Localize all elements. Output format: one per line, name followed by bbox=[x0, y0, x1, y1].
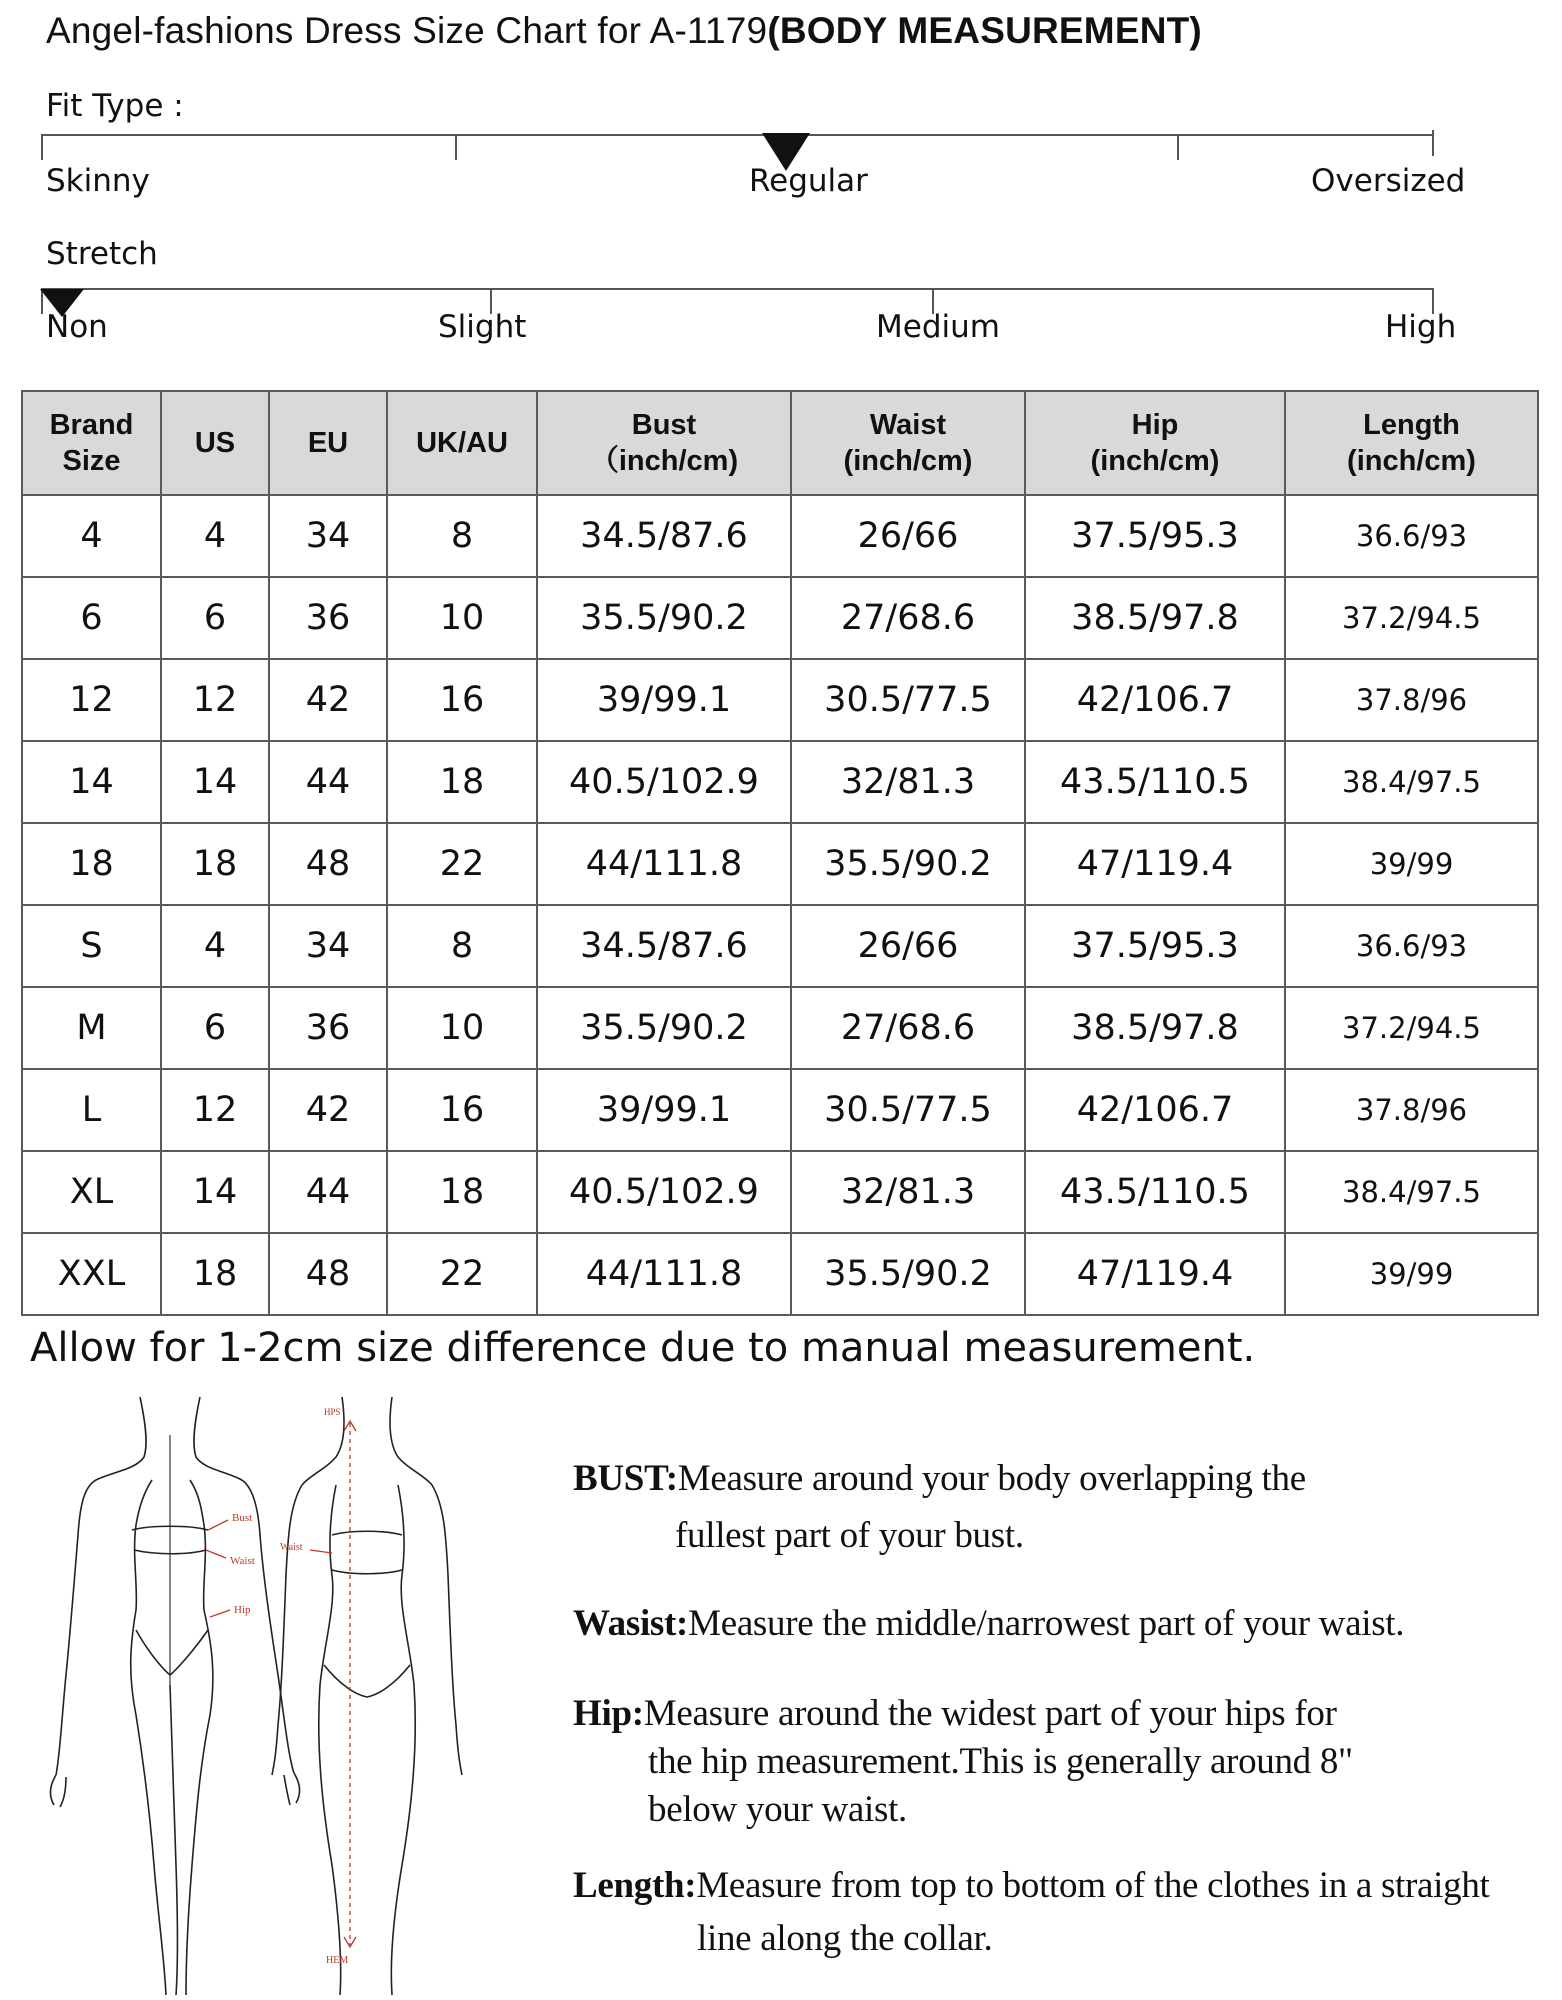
column-header bbox=[161, 391, 269, 495]
size-chart-table bbox=[21, 390, 1539, 1316]
instruction-waist-term: Wasist: bbox=[573, 1603, 689, 1644]
column-header-line: Bust bbox=[631, 409, 697, 441]
table-row bbox=[22, 905, 1538, 987]
measurement-note: Allow for 1-2cm size difference due to manual measurement. bbox=[30, 1325, 1256, 1371]
table-row bbox=[22, 1233, 1538, 1315]
table-cell: 47/119.4 bbox=[1025, 823, 1285, 905]
fit-type-tick bbox=[1432, 130, 1434, 156]
instruction-length bbox=[573, 1862, 1490, 1910]
column-header-line: UK/AU bbox=[416, 427, 508, 459]
instruction-hip-line2: the hip measurement.This is generally around 8" bbox=[648, 1741, 1353, 1782]
column-header bbox=[1285, 391, 1538, 495]
table-cell: 32/81.3 bbox=[791, 1151, 1025, 1233]
table-cell: 37.8/96 bbox=[1285, 1069, 1538, 1151]
table-cell: 36.6/93 bbox=[1285, 495, 1538, 577]
instruction-waist-line1: Measure the middle/narrowest part of your waist. bbox=[688, 1603, 1405, 1644]
column-header-line: Hip bbox=[1131, 409, 1179, 441]
column-header-line: (inch/cm) bbox=[1347, 445, 1476, 477]
body-measurement-diagram bbox=[40, 1385, 560, 2000]
instruction-hip-term: Hip: bbox=[573, 1693, 644, 1734]
table-cell: 16 bbox=[387, 659, 537, 741]
table-cell: 35.5/90.2 bbox=[791, 823, 1025, 905]
fit-type-tick bbox=[455, 134, 457, 160]
table-cell: 34 bbox=[269, 905, 387, 987]
table-row bbox=[22, 823, 1538, 905]
diagram-label-hip: Hip bbox=[234, 1604, 251, 1616]
stretch-option-medium: Medium bbox=[876, 309, 1000, 345]
column-header bbox=[537, 391, 791, 495]
fit-type-tick bbox=[41, 134, 43, 160]
table-cell: 43.5/110.5 bbox=[1025, 741, 1285, 823]
column-header-line: Brand bbox=[49, 409, 134, 441]
table-cell: 44 bbox=[269, 741, 387, 823]
table-cell: 14 bbox=[22, 741, 161, 823]
table-row bbox=[22, 659, 1538, 741]
table-cell: 8 bbox=[387, 905, 537, 987]
table-cell: XXL bbox=[22, 1233, 161, 1315]
table-cell: 37.8/96 bbox=[1285, 659, 1538, 741]
table-cell: 42/106.7 bbox=[1025, 1069, 1285, 1151]
table-cell: 36.6/93 bbox=[1285, 905, 1538, 987]
table-body bbox=[22, 495, 1538, 1315]
instruction-bust-line2: fullest part of your bust. bbox=[675, 1515, 1024, 1556]
table-cell: 44/111.8 bbox=[537, 823, 791, 905]
table-cell: 40.5/102.9 bbox=[537, 1151, 791, 1233]
stretch-option-non: Non bbox=[46, 309, 108, 345]
table-cell: 26/66 bbox=[791, 905, 1025, 987]
diagram-label-waist-front: Waist bbox=[230, 1555, 255, 1567]
table-cell: 40.5/102.9 bbox=[537, 741, 791, 823]
fit-type-line bbox=[41, 134, 1434, 136]
table-cell: M bbox=[22, 987, 161, 1069]
instruction-bust-line1: Measure around your body overlapping the bbox=[677, 1458, 1306, 1499]
instruction-hip-line1: Measure around the widest part of your hips for bbox=[643, 1693, 1337, 1734]
table-cell: 12 bbox=[22, 659, 161, 741]
column-header-line: Length bbox=[1363, 409, 1460, 441]
table-cell: 35.5/90.2 bbox=[537, 577, 791, 659]
table-cell: 4 bbox=[161, 905, 269, 987]
fit-option-skinny: Skinny bbox=[46, 163, 150, 199]
fit-option-oversized: Oversized bbox=[1311, 163, 1466, 199]
table-cell: 6 bbox=[22, 577, 161, 659]
table-cell: 44 bbox=[269, 1151, 387, 1233]
table-cell: 30.5/77.5 bbox=[791, 659, 1025, 741]
table-row bbox=[22, 741, 1538, 823]
table-cell: 32/81.3 bbox=[791, 741, 1025, 823]
table-cell: 34.5/87.6 bbox=[537, 905, 791, 987]
instruction-bust-term: BUST: bbox=[573, 1458, 678, 1499]
diagram-label-waist-back: Waist bbox=[280, 1542, 303, 1553]
instruction-hip-line3: below your waist. bbox=[648, 1789, 907, 1830]
table-row bbox=[22, 1069, 1538, 1151]
instruction-length-term: Length: bbox=[573, 1865, 697, 1906]
column-header bbox=[269, 391, 387, 495]
column-header-line: EU bbox=[307, 427, 349, 459]
fit-type-tick bbox=[1177, 134, 1179, 160]
table-cell: 22 bbox=[387, 823, 537, 905]
instruction-bust bbox=[573, 1455, 1306, 1503]
table-cell: 38.4/97.5 bbox=[1285, 1151, 1538, 1233]
table-cell: 14 bbox=[161, 741, 269, 823]
table-cell: 6 bbox=[161, 577, 269, 659]
table-cell: XL bbox=[22, 1151, 161, 1233]
diagram-label-bust: Bust bbox=[232, 1512, 253, 1524]
table-cell: 4 bbox=[22, 495, 161, 577]
column-header-line: US bbox=[194, 427, 236, 459]
title-bold: (BODY MEASUREMENT) bbox=[767, 10, 1202, 51]
fit-type-label: Fit Type : bbox=[46, 88, 184, 124]
title-main: Angel-fashions Dress Size Chart for A-1179 bbox=[46, 10, 768, 51]
table-cell: 22 bbox=[387, 1233, 537, 1315]
table-cell: 42/106.7 bbox=[1025, 659, 1285, 741]
table-cell: 12 bbox=[161, 1069, 269, 1151]
table-cell: 48 bbox=[269, 1233, 387, 1315]
table-cell: 10 bbox=[387, 577, 537, 659]
column-header bbox=[387, 391, 537, 495]
table-cell: 38.4/97.5 bbox=[1285, 741, 1538, 823]
table-cell: 6 bbox=[161, 987, 269, 1069]
table-cell: S bbox=[22, 905, 161, 987]
column-header-line: Waist bbox=[869, 409, 947, 441]
table-cell: 42 bbox=[269, 1069, 387, 1151]
instruction-length-line1: Measure from top to bottom of the clothes in a straight bbox=[696, 1865, 1490, 1906]
table-cell: 35.5/90.2 bbox=[791, 1233, 1025, 1315]
table-cell: 14 bbox=[161, 1151, 269, 1233]
instruction-length-line2: line along the collar. bbox=[697, 1918, 993, 1959]
table-cell: 39/99 bbox=[1285, 1233, 1538, 1315]
fit-option-regular: Regular bbox=[749, 163, 868, 199]
table-cell: 4 bbox=[161, 495, 269, 577]
table-cell: 30.5/77.5 bbox=[791, 1069, 1025, 1151]
table-cell: 37.2/94.5 bbox=[1285, 577, 1538, 659]
table-cell: 18 bbox=[387, 1151, 537, 1233]
table-cell: 35.5/90.2 bbox=[537, 987, 791, 1069]
table-cell: 36 bbox=[269, 987, 387, 1069]
table-cell: 16 bbox=[387, 1069, 537, 1151]
table-row bbox=[22, 495, 1538, 577]
table-cell: 38.5/97.8 bbox=[1025, 577, 1285, 659]
table-header-row bbox=[22, 391, 1538, 495]
table-cell: 39/99.1 bbox=[537, 659, 791, 741]
column-header bbox=[791, 391, 1025, 495]
column-header bbox=[22, 391, 161, 495]
table-cell: 18 bbox=[161, 823, 269, 905]
table-cell: 27/68.6 bbox=[791, 577, 1025, 659]
table-cell: 38.5/97.8 bbox=[1025, 987, 1285, 1069]
column-header-line: (inch/cm) bbox=[1090, 445, 1220, 477]
table-cell: 43.5/110.5 bbox=[1025, 1151, 1285, 1233]
table-cell: 48 bbox=[269, 823, 387, 905]
table-row bbox=[22, 577, 1538, 659]
column-header-line: Size bbox=[62, 445, 121, 477]
table-cell: 47/119.4 bbox=[1025, 1233, 1285, 1315]
table-row bbox=[22, 1151, 1538, 1233]
page-title bbox=[46, 10, 1202, 52]
table-cell: 34 bbox=[269, 495, 387, 577]
table-cell: 39/99 bbox=[1285, 823, 1538, 905]
table-cell: 39/99.1 bbox=[537, 1069, 791, 1151]
table-cell: L bbox=[22, 1069, 161, 1151]
instruction-waist bbox=[573, 1600, 1404, 1648]
table-cell: 8 bbox=[387, 495, 537, 577]
diagram-label-hps: HPS bbox=[324, 1407, 341, 1417]
table-cell: 42 bbox=[269, 659, 387, 741]
table-cell: 36 bbox=[269, 577, 387, 659]
column-header bbox=[1025, 391, 1285, 495]
stretch-label: Stretch bbox=[46, 236, 158, 272]
table-cell: 12 bbox=[161, 659, 269, 741]
stretch-option-slight: Slight bbox=[438, 309, 527, 345]
table-cell: 18 bbox=[22, 823, 161, 905]
column-header-line: （inch/cm) bbox=[589, 445, 739, 477]
table-cell: 18 bbox=[387, 741, 537, 823]
table-cell: 37.5/95.3 bbox=[1025, 905, 1285, 987]
diagram-label-hem: HEM bbox=[326, 1955, 349, 1966]
column-header-line: (inch/cm) bbox=[843, 445, 973, 477]
table-row bbox=[22, 987, 1538, 1069]
table-cell: 34.5/87.6 bbox=[537, 495, 791, 577]
table-cell: 26/66 bbox=[791, 495, 1025, 577]
table-cell: 27/68.6 bbox=[791, 987, 1025, 1069]
table-cell: 10 bbox=[387, 987, 537, 1069]
stretch-line bbox=[41, 288, 1434, 290]
table-cell: 44/111.8 bbox=[537, 1233, 791, 1315]
table-cell: 18 bbox=[161, 1233, 269, 1315]
stretch-option-high: High bbox=[1385, 309, 1457, 345]
table-cell: 37.5/95.3 bbox=[1025, 495, 1285, 577]
table-cell: 37.2/94.5 bbox=[1285, 987, 1538, 1069]
instruction-hip bbox=[573, 1690, 1337, 1738]
